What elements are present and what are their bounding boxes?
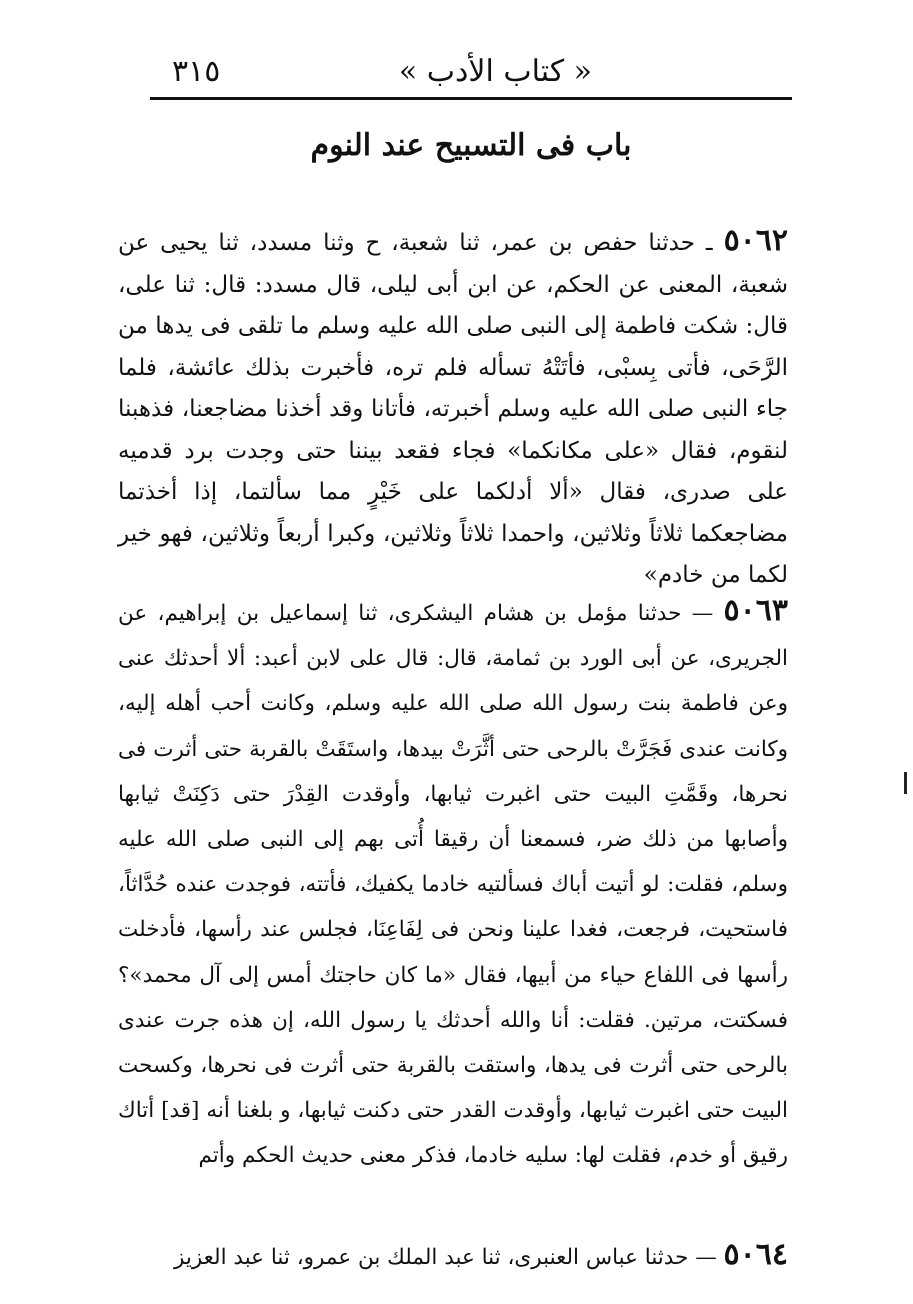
running-header-title: « كتاب الأدب » xyxy=(398,54,592,89)
page-number: ٣١٥ xyxy=(172,54,221,89)
chapter-title: باب فى التسبيح عند النوم xyxy=(310,128,632,163)
hadith-5062 xyxy=(118,220,788,597)
hadith-5064 xyxy=(118,1232,788,1280)
hadith-text: ـ حدثنا حفص بن عمر، ثنا شعبة، ح وثنا مسدد، ثنا يحيى عن شعبة، المعنى عن الحكم، عن ابن أبى ليلى، قال مسدد: قال: ثنا على، قال: شكت فاطمة إلى النبى صلى الله عليه وسلم ما تلقى فى يدها من الرَّحَى، فأتى بِسبْى، فأتَتْهُ تسأله فلم تره، فأخبرت بذلك عائشة، فلما جاء النبى صلى الله عليه وسلم أخبرته، فأتانا وقد أخذنا مضاجعنا، فذهبنا لنقوم، فقال «على مكانكما» فجاء فقعد بيننا حتى وجدت برد قدميه على صدرى، فقال «ألا أدلكما على خَيْرٍ مما سألتما، إذا أخذتما مضاجعكما ثلاثاً وثلاثين، واحمدا ثلاثاً وثلاثين، وكبرا أربعاً وثلاثين، فهو خير لكما من خادم» xyxy=(118,230,788,588)
hadith-number: ٥٠٦٢ xyxy=(723,223,789,258)
hadith-number: ٥٠٦٣ xyxy=(723,593,788,628)
hadith-text: — حدثنا مؤمل بن هشام اليشكرى، ثنا إسماعيل بن إبراهيم، عن الجريرى، عن أبى الورد بن ثمامة، قال: قال على لابن أعبد: ألا أحدثك عنى وعن فاطمة بنت رسول الله صلى الله عليه وسلم، وكانت أحب أهله إليه، وكانت عندى فَجَرَّتْ بالرحى حتى أثَّرَتْ بيدها، واستَقَتْ بالقربة حتى أثرت فى نحرها، وقَمَّتِ البيت حتى اغبرت ثيابها، وأوقدت القِدْرَ حتى دَكِنَتْ ثيابها وأصابها من ذلك ضر، فسمعنا أن رقيقا أُتى بهم إلى النبى صلى الله عليه وسلم، فقلت: لو أتيت أباك فسألتيه خادما يكفيك، فأتته، فوجدت عنده حُدَّاثاً، فاستحيت، فرجعت، فغدا علينا ونحن فى لِفَاعِنَا، فجلس عند رأسها، فأدخلت رأسها فى اللفاع حياء من أبيها، فقال «ما كان حاجتك أمس إلى آل محمد»؟ فسكتت، مرتين. فقلت: أنا والله أحدثك يا رسول الله، إن هذه جرت عندى بالرحى حتى أثرت فى يدها، واستقت بالقربة حتى أثرت فى نحرها، وكسحت البيت حتى اغبرت ثيابها، وأوقدت القدر حتى دكنت ثيابها، و بلغنا أنه [قد] أتاك رقيق أو خدم، فقلت لها: سليه خادما، فذكر معنى حديث الحكم وأتم xyxy=(118,601,788,1169)
margin-mark xyxy=(904,772,907,794)
running-header xyxy=(150,52,792,94)
hadith-5063 xyxy=(118,588,788,1179)
header-rule xyxy=(150,97,792,100)
hadith-text: — حدثنا عباس العنبرى، ثنا عبد الملك بن عمرو، ثنا عبد العزيز xyxy=(173,1245,717,1270)
hadith-number: ٥٠٦٤ xyxy=(723,1237,788,1272)
